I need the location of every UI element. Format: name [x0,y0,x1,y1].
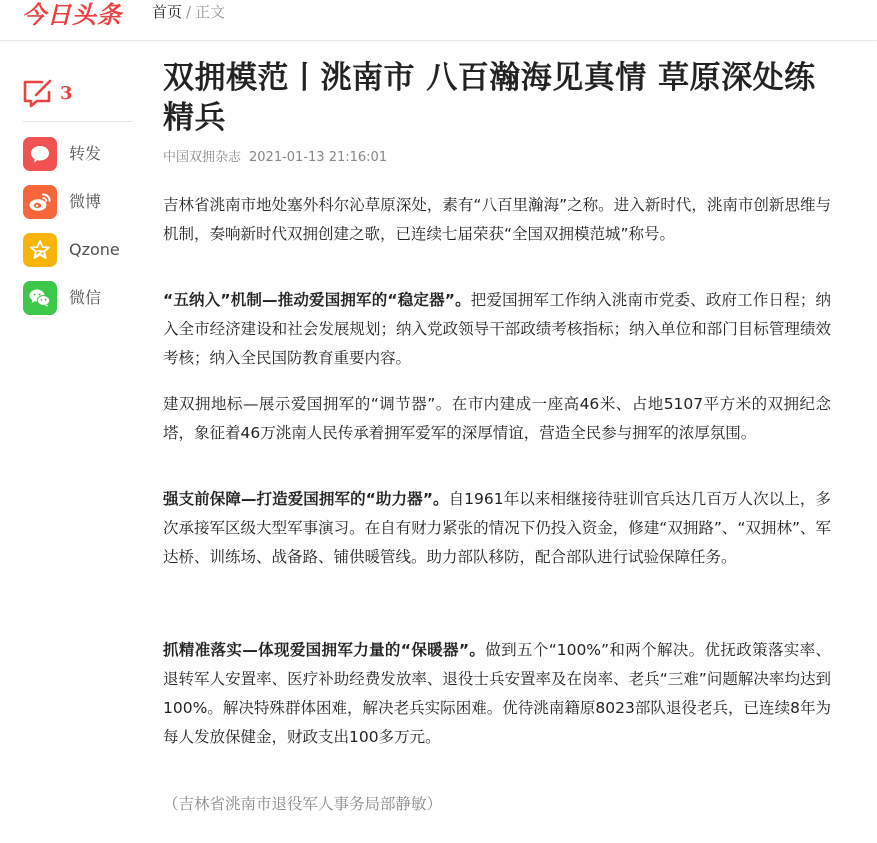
toutiao-logo[interactable]: 今日头条 [22,1,122,29]
sidebar-divider [22,121,133,122]
repost-icon [23,137,57,171]
article-paragraph: 抓精准落实—体现爱国拥军力量的“保暖器”。做到五个“100%”和两个解决。优抚政策落实率、退转军人安置率、医疗补助经费发放率、退役士兵安置率及在岗率、老兵“三难”问题解决率均达到100%。解决特殊群体困难，解决老兵实际困难。优待洮南籍原8023部队退役老兵，已连续8年为每人发放保健金，财政支出100多万元。 [163,641,831,746]
article [163,58,832,813]
breadcrumb-current: 正文 [195,3,226,21]
article-paragraph: 强支前保障—打造爱国拥军的“助力器”。自1961年以来相继接待驻训官兵达几百万人次以上，多次承接军区级大型军事演习。在自有财力紧张的情况下仍投入资金，修建“双拥路”、“双拥林”、军达桥、训练场、战备路、铺供暖管线。助力部队移防，配合部队进行试验保障任务。 [163,490,831,566]
article-footer-note: （吉林省洮南市退役军人事务局部静敏） [163,795,443,813]
share-weibo-label: 微博 [69,192,102,211]
comment-icon [22,78,54,108]
article-meta [163,150,831,166]
article-source[interactable]: 中国双拥杂志 [163,150,242,165]
comment-button[interactable] [22,75,134,109]
article-datetime: 2021-01-13 21:16:01 [249,150,388,165]
qzone-star-icon [23,233,57,267]
wechat-icon [23,281,57,315]
article-paragraph: 建双拥地标—展示爱国拥军的“调节器”。在市内建成一座高46米、占地5107平方米的双拥纪念塔，象征着46万洮南人民传承着拥军爱军的深厚情谊，营造全民参与拥军的浓厚氛围。 [163,395,831,442]
article-title: 双拥模范丨洮南市 八百瀚海见真情 草原深处练精兵 [163,60,816,136]
share-weibo-button[interactable] [22,185,134,221]
comment-count: 3 [60,83,73,104]
breadcrumb-separator: / [186,3,192,21]
top-bar [0,0,877,41]
share-repost-button[interactable] [22,137,134,173]
share-qzone-button[interactable] [22,233,134,269]
paragraph-heading: 抓精准落实—体现爱国拥军力量的“保暖器”。 [163,641,486,659]
paragraph-heading: 强支前保障—打造爱国拥军的“助力器”。 [163,490,449,508]
share-repost-label: 转发 [69,144,102,163]
share-wechat-button[interactable] [22,281,134,317]
paragraph-heading: “五纳入”机制—推动爱国拥军的“稳定器”。 [163,291,471,309]
share-wechat-label: 微信 [69,288,102,307]
weibo-icon [23,185,57,219]
share-qzone-label: Qzone [69,240,120,259]
breadcrumb [152,3,225,21]
article-paragraph: 吉林省洮南市地处塞外科尔沁草原深处，素有“八百里瀚海”之称。进入新时代，洮南市创新思维与机制，奏响新时代双拥创建之歌，已连续七届荣获“全国双拥模范城”称号。 [163,196,831,243]
article-paragraph: “五纳入”机制—推动爱国拥军的“稳定器”。把爱国拥军工作纳入洮南市党委、政府工作日程；纳入全市经济建设和社会发展规划；纳入党政领导干部政绩考核指标；纳入单位和部门目标管理绩效考核；纳入全民国防教育重要内容。 [163,291,832,367]
breadcrumb-home-link[interactable]: 首页 [152,3,183,21]
